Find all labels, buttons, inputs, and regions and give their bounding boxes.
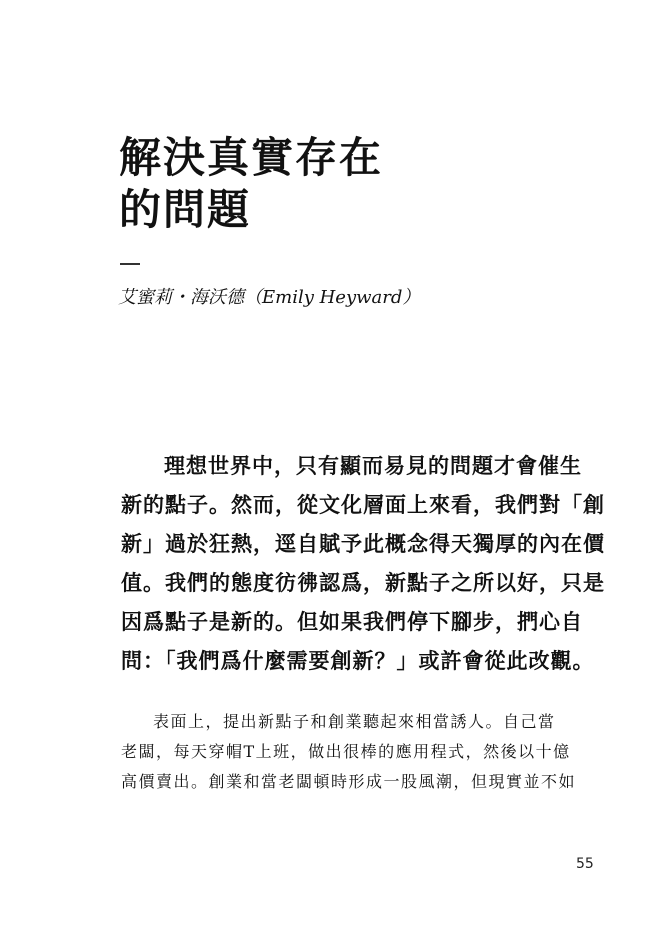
title-divider <box>120 263 140 265</box>
chapter-title-line-2: 的問題 <box>119 185 252 234</box>
chapter-title <box>119 132 539 236</box>
body-line-2: 老闆，每天穿帽T上班，做出很棒的應用程式，然後以十億 <box>121 742 571 761</box>
body-paragraph <box>121 707 577 797</box>
body-line-1: 表面上，提出新點子和創業聽起來相當誘人。自己當 <box>153 712 556 731</box>
lead-line-4: 值。我們的態度彷彿認爲，新點子之所以好，只是 <box>121 571 605 595</box>
chapter-title-line-1: 解決真實存在 <box>119 133 384 182</box>
lead-line-5: 因爲點子是新的。但如果我們停下腳步，捫心自 <box>121 610 583 634</box>
page-number: 55 <box>576 856 594 872</box>
chapter-author: 艾蜜莉・海沃德（Emily Heyward） <box>118 287 421 308</box>
lead-line-3: 新」過於狂熱，逕自賦予此概念得天獨厚的內在價 <box>121 532 605 556</box>
lead-paragraph <box>121 447 605 681</box>
lead-line-6: 問：「我們爲什麼需要創新？」或許會從此改觀。 <box>121 649 595 673</box>
lead-line-1: 理想世界中，只有顯而易見的問題才會催生 <box>164 454 582 478</box>
lead-line-2: 新的點子。然而，從文化層面上來看，我們對「創 <box>121 493 605 517</box>
body-line-3: 高價賣出。創業和當老闆頓時形成一股風潮，但現實並不如 <box>121 772 577 791</box>
